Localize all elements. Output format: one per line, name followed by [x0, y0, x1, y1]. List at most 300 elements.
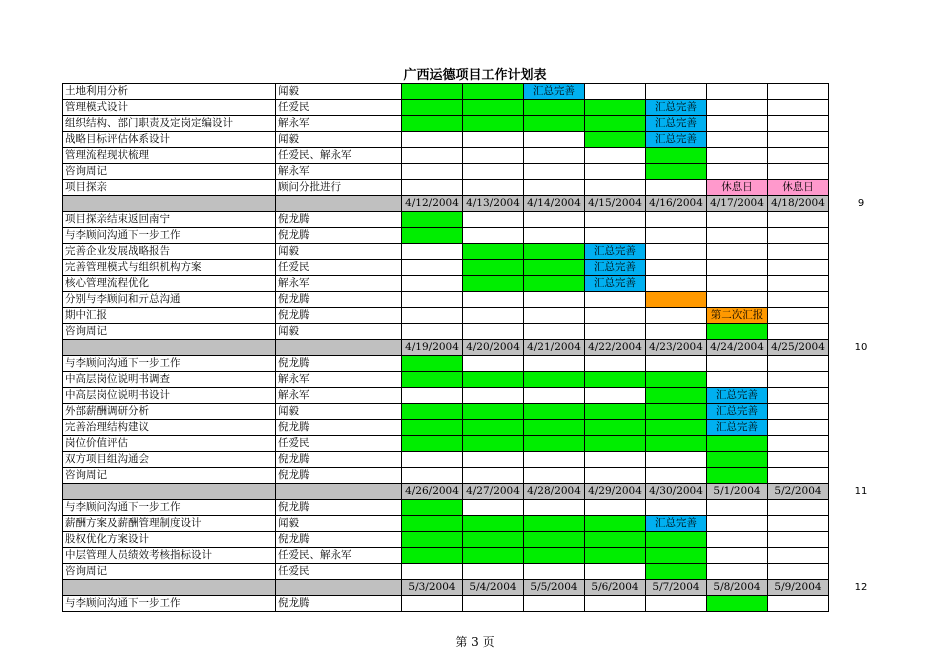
schedule-cell: 汇总完善 [707, 420, 768, 436]
schedule-cell [768, 148, 829, 164]
schedule-cell [768, 308, 829, 324]
schedule-cell [463, 212, 524, 228]
schedule-cell [402, 308, 463, 324]
table-row [63, 244, 829, 260]
person-cell [276, 484, 402, 500]
schedule-cell [646, 372, 707, 388]
task-cell: 管理模式设计 [63, 100, 276, 116]
table-row [63, 548, 829, 564]
person-cell: 任爱民 [276, 564, 402, 580]
task-cell: 期中汇报 [63, 308, 276, 324]
schedule-cell [646, 532, 707, 548]
schedule-cell [463, 452, 524, 468]
date-cell: 4/25/2004 [768, 340, 829, 356]
schedule-cell [707, 292, 768, 308]
schedule-cell [402, 180, 463, 196]
schedule-cell [585, 452, 646, 468]
schedule-cell: 汇总完善 [707, 404, 768, 420]
schedule-cell [585, 164, 646, 180]
schedule-cell [646, 420, 707, 436]
task-cell [63, 484, 276, 500]
person-cell [276, 580, 402, 596]
schedule-cell [646, 164, 707, 180]
schedule-cell [524, 324, 585, 340]
table-row [63, 420, 829, 436]
schedule-cell [585, 500, 646, 516]
schedule-cell [707, 260, 768, 276]
date-cell: 4/27/2004 [463, 484, 524, 500]
schedule-cell [707, 212, 768, 228]
schedule-cell [402, 116, 463, 132]
task-cell [63, 196, 276, 212]
schedule-cell [585, 516, 646, 532]
schedule-cell [646, 212, 707, 228]
schedule-cell [646, 436, 707, 452]
date-cell: 5/1/2004 [707, 484, 768, 500]
schedule-cell [524, 244, 585, 260]
schedule-cell [646, 324, 707, 340]
schedule-cell [707, 148, 768, 164]
schedule-cell [524, 516, 585, 532]
table-row [63, 116, 829, 132]
schedule-cell [463, 244, 524, 260]
date-cell: 4/14/2004 [524, 196, 585, 212]
task-cell: 咨询周记 [63, 164, 276, 180]
schedule-cell [524, 404, 585, 420]
task-cell: 组织结构、部门职责及定岗定编设计 [63, 116, 276, 132]
schedule-cell [402, 452, 463, 468]
table-row [63, 564, 829, 580]
person-cell: 倪龙腾 [276, 596, 402, 612]
date-cell: 4/23/2004 [646, 340, 707, 356]
schedule-cell [707, 500, 768, 516]
person-cell: 倪龙腾 [276, 356, 402, 372]
schedule-cell [402, 100, 463, 116]
schedule-cell: 汇总完善 [585, 276, 646, 292]
date-cell: 4/24/2004 [707, 340, 768, 356]
schedule-cell [524, 596, 585, 612]
schedule-cell [402, 276, 463, 292]
schedule-cell [585, 388, 646, 404]
work-plan-table [62, 83, 829, 612]
week-number: 10 [854, 341, 868, 353]
schedule-cell [768, 548, 829, 564]
schedule-cell [646, 84, 707, 100]
table-row [63, 388, 829, 404]
schedule-cell [768, 404, 829, 420]
schedule-cell: 汇总完善 [524, 84, 585, 100]
date-cell: 4/12/2004 [402, 196, 463, 212]
task-cell: 外部薪酬调研分析 [63, 404, 276, 420]
schedule-cell [463, 420, 524, 436]
schedule-cell [768, 356, 829, 372]
schedule-cell [524, 100, 585, 116]
schedule-cell [768, 564, 829, 580]
schedule-cell [524, 356, 585, 372]
task-cell: 双方项目组沟通会 [63, 452, 276, 468]
schedule-cell: 汇总完善 [646, 116, 707, 132]
date-cell: 4/18/2004 [768, 196, 829, 212]
schedule-cell [707, 84, 768, 100]
schedule-cell [646, 180, 707, 196]
person-cell: 倪龙腾 [276, 500, 402, 516]
table-row [63, 212, 829, 228]
schedule-cell [402, 228, 463, 244]
schedule-cell [585, 372, 646, 388]
task-cell: 土地利用分析 [63, 84, 276, 100]
schedule-cell [707, 548, 768, 564]
schedule-cell [646, 500, 707, 516]
schedule-cell [768, 468, 829, 484]
schedule-cell [707, 244, 768, 260]
table-row [63, 148, 829, 164]
schedule-cell [768, 420, 829, 436]
schedule-cell [524, 420, 585, 436]
schedule-cell [524, 564, 585, 580]
schedule-cell [402, 388, 463, 404]
schedule-cell [585, 420, 646, 436]
schedule-cell [707, 324, 768, 340]
schedule-cell [768, 84, 829, 100]
person-cell: 解永军 [276, 372, 402, 388]
person-cell: 倪龙腾 [276, 420, 402, 436]
schedule-cell [524, 452, 585, 468]
schedule-cell: 汇总完善 [585, 260, 646, 276]
schedule-cell [707, 164, 768, 180]
date-cell: 5/9/2004 [768, 580, 829, 596]
schedule-cell [524, 532, 585, 548]
schedule-cell [707, 516, 768, 532]
schedule-cell [768, 260, 829, 276]
date-cell: 5/7/2004 [646, 580, 707, 596]
schedule-cell [463, 164, 524, 180]
table-row [63, 164, 829, 180]
schedule-cell: 汇总完善 [646, 132, 707, 148]
schedule-cell [707, 132, 768, 148]
schedule-cell [768, 436, 829, 452]
person-cell: 倪龙腾 [276, 468, 402, 484]
task-cell: 项目探亲 [63, 180, 276, 196]
schedule-cell [402, 548, 463, 564]
task-cell: 中层管理人员绩效考核指标设计 [63, 548, 276, 564]
schedule-cell [585, 532, 646, 548]
schedule-cell [707, 372, 768, 388]
table-row [63, 260, 829, 276]
task-cell: 战略目标评估体系设计 [63, 132, 276, 148]
schedule-cell [646, 308, 707, 324]
date-cell: 5/3/2004 [402, 580, 463, 596]
schedule-cell [768, 100, 829, 116]
person-cell: 任爱民、解永军 [276, 148, 402, 164]
schedule-cell [402, 84, 463, 100]
schedule-cell [768, 372, 829, 388]
schedule-cell [402, 212, 463, 228]
schedule-cell [463, 84, 524, 100]
schedule-cell [768, 276, 829, 292]
table-row [63, 372, 829, 388]
table-row [63, 228, 829, 244]
schedule-cell [463, 324, 524, 340]
schedule-cell [402, 244, 463, 260]
schedule-cell [463, 100, 524, 116]
schedule-cell [707, 100, 768, 116]
schedule-cell [707, 452, 768, 468]
schedule-cell [646, 292, 707, 308]
schedule-cell [585, 404, 646, 420]
table-row [63, 292, 829, 308]
schedule-cell [585, 308, 646, 324]
task-cell: 咨询周记 [63, 324, 276, 340]
date-cell: 4/15/2004 [585, 196, 646, 212]
schedule-cell [707, 436, 768, 452]
schedule-cell [402, 436, 463, 452]
schedule-cell [402, 596, 463, 612]
schedule-cell [463, 532, 524, 548]
schedule-cell [463, 548, 524, 564]
schedule-cell [402, 324, 463, 340]
person-cell: 任爱民、解永军 [276, 548, 402, 564]
schedule-cell [585, 468, 646, 484]
schedule-cell [463, 116, 524, 132]
schedule-cell [402, 164, 463, 180]
schedule-cell [585, 132, 646, 148]
schedule-cell [768, 116, 829, 132]
schedule-cell [768, 500, 829, 516]
schedule-cell [463, 372, 524, 388]
schedule-cell [524, 468, 585, 484]
table-row [63, 468, 829, 484]
schedule-cell [768, 532, 829, 548]
schedule-cell [524, 500, 585, 516]
schedule-cell [524, 308, 585, 324]
schedule-cell [524, 132, 585, 148]
schedule-cell [463, 228, 524, 244]
person-cell: 任爱民 [276, 436, 402, 452]
schedule-cell [646, 260, 707, 276]
task-cell: 项目探亲结束返回南宁 [63, 212, 276, 228]
table-row [63, 356, 829, 372]
task-cell [63, 340, 276, 356]
date-cell: 4/13/2004 [463, 196, 524, 212]
week-number: 11 [854, 485, 868, 497]
schedule-cell [463, 180, 524, 196]
schedule-cell [524, 212, 585, 228]
task-cell [63, 580, 276, 596]
date-cell: 4/30/2004 [646, 484, 707, 500]
task-cell: 咨询周记 [63, 564, 276, 580]
schedule-cell [585, 148, 646, 164]
schedule-cell: 汇总完善 [646, 516, 707, 532]
schedule-cell [768, 228, 829, 244]
task-cell: 与李顾问沟通下一步工作 [63, 596, 276, 612]
table-row [63, 596, 829, 612]
date-cell: 4/17/2004 [707, 196, 768, 212]
schedule-cell [463, 500, 524, 516]
person-cell: 倪龙腾 [276, 228, 402, 244]
schedule-cell [524, 388, 585, 404]
date-header-row [63, 484, 829, 500]
date-cell: 4/16/2004 [646, 196, 707, 212]
task-cell: 中高层岗位说明书调查 [63, 372, 276, 388]
person-cell: 解永军 [276, 276, 402, 292]
task-cell: 中高层岗位说明书设计 [63, 388, 276, 404]
schedule-cell [402, 356, 463, 372]
schedule-cell [707, 356, 768, 372]
schedule-cell [707, 276, 768, 292]
schedule-cell [707, 468, 768, 484]
schedule-cell: 休息日 [768, 180, 829, 196]
schedule-cell [463, 388, 524, 404]
date-cell: 4/28/2004 [524, 484, 585, 500]
schedule-cell: 休息日 [707, 180, 768, 196]
date-cell: 5/2/2004 [768, 484, 829, 500]
date-header-row [63, 580, 829, 596]
schedule-cell [768, 452, 829, 468]
table-row [63, 180, 829, 196]
person-cell [276, 340, 402, 356]
schedule-cell [585, 356, 646, 372]
task-cell: 咨询周记 [63, 468, 276, 484]
date-cell: 4/26/2004 [402, 484, 463, 500]
table-row [63, 452, 829, 468]
schedule-cell [463, 132, 524, 148]
date-cell: 4/29/2004 [585, 484, 646, 500]
schedule-cell [768, 244, 829, 260]
table-row [63, 276, 829, 292]
schedule-cell [585, 116, 646, 132]
task-cell: 与李顾问沟通下一步工作 [63, 228, 276, 244]
date-cell: 5/6/2004 [585, 580, 646, 596]
schedule-cell [402, 420, 463, 436]
schedule-cell [463, 260, 524, 276]
table-row [63, 404, 829, 420]
schedule-cell [768, 132, 829, 148]
schedule-cell [585, 212, 646, 228]
task-cell: 薪酬方案及薪酬管理制度设计 [63, 516, 276, 532]
schedule-cell [524, 180, 585, 196]
schedule-cell [646, 356, 707, 372]
table-row [63, 532, 829, 548]
schedule-cell [768, 388, 829, 404]
date-cell: 5/5/2004 [524, 580, 585, 596]
schedule-cell [463, 148, 524, 164]
table-row [63, 436, 829, 452]
date-cell: 5/8/2004 [707, 580, 768, 596]
schedule-cell [463, 468, 524, 484]
person-cell: 解永军 [276, 388, 402, 404]
person-cell: 闻毅 [276, 324, 402, 340]
schedule-cell [402, 404, 463, 420]
schedule-cell [402, 516, 463, 532]
task-cell: 管理流程现状梳理 [63, 148, 276, 164]
schedule-cell [768, 212, 829, 228]
week-number: 12 [854, 581, 868, 593]
schedule-cell [463, 356, 524, 372]
schedule-cell [524, 148, 585, 164]
schedule-cell [707, 116, 768, 132]
task-cell: 完善治理结构建议 [63, 420, 276, 436]
person-cell: 顾问分批进行 [276, 180, 402, 196]
person-cell: 闻毅 [276, 132, 402, 148]
schedule-cell [646, 548, 707, 564]
schedule-cell [463, 564, 524, 580]
schedule-cell [524, 548, 585, 564]
schedule-cell [646, 452, 707, 468]
schedule-cell [524, 372, 585, 388]
table-row [63, 500, 829, 516]
schedule-cell [585, 180, 646, 196]
schedule-cell [402, 500, 463, 516]
person-cell: 倪龙腾 [276, 532, 402, 548]
schedule-cell [646, 468, 707, 484]
schedule-cell [524, 260, 585, 276]
schedule-cell: 汇总完善 [585, 244, 646, 260]
schedule-cell [524, 228, 585, 244]
date-cell: 4/19/2004 [402, 340, 463, 356]
date-cell: 4/21/2004 [524, 340, 585, 356]
person-cell: 解永军 [276, 164, 402, 180]
schedule-cell: 汇总完善 [707, 388, 768, 404]
schedule-cell [463, 276, 524, 292]
person-cell: 倪龙腾 [276, 292, 402, 308]
schedule-cell [463, 308, 524, 324]
schedule-cell [646, 148, 707, 164]
schedule-cell [463, 404, 524, 420]
schedule-cell [463, 516, 524, 532]
week-number: 9 [857, 197, 865, 209]
table-row [63, 84, 829, 100]
page-title: 广西运德项目工作计划表 [403, 68, 547, 83]
schedule-cell [585, 100, 646, 116]
schedule-cell [402, 372, 463, 388]
schedule-cell [402, 292, 463, 308]
schedule-cell [707, 532, 768, 548]
schedule-cell [402, 132, 463, 148]
schedule-cell [707, 596, 768, 612]
schedule-cell [768, 292, 829, 308]
person-cell [276, 196, 402, 212]
schedule-cell [524, 116, 585, 132]
schedule-cell [768, 164, 829, 180]
date-header-row [63, 340, 829, 356]
schedule-cell [768, 324, 829, 340]
schedule-cell: 第二次汇报 [707, 308, 768, 324]
table-row [63, 100, 829, 116]
task-cell: 分别与李顾问和亓总沟通 [63, 292, 276, 308]
page-number: 第 3 页 [455, 635, 495, 649]
schedule-cell [524, 276, 585, 292]
date-header-row [63, 196, 829, 212]
schedule-cell [402, 260, 463, 276]
date-cell: 4/22/2004 [585, 340, 646, 356]
schedule-cell [585, 436, 646, 452]
table-row [63, 308, 829, 324]
person-cell: 倪龙腾 [276, 452, 402, 468]
date-cell: 4/20/2004 [463, 340, 524, 356]
task-cell: 完善企业发展战略报告 [63, 244, 276, 260]
schedule-cell [585, 548, 646, 564]
schedule-cell [646, 388, 707, 404]
schedule-cell [707, 228, 768, 244]
person-cell: 闻毅 [276, 244, 402, 260]
date-cell: 5/4/2004 [463, 580, 524, 596]
schedule-cell [402, 532, 463, 548]
task-cell: 与李顾问沟通下一步工作 [63, 500, 276, 516]
table-row [63, 516, 829, 532]
schedule-cell [463, 436, 524, 452]
task-cell: 完善管理模式与组织机构方案 [63, 260, 276, 276]
schedule-cell [402, 148, 463, 164]
